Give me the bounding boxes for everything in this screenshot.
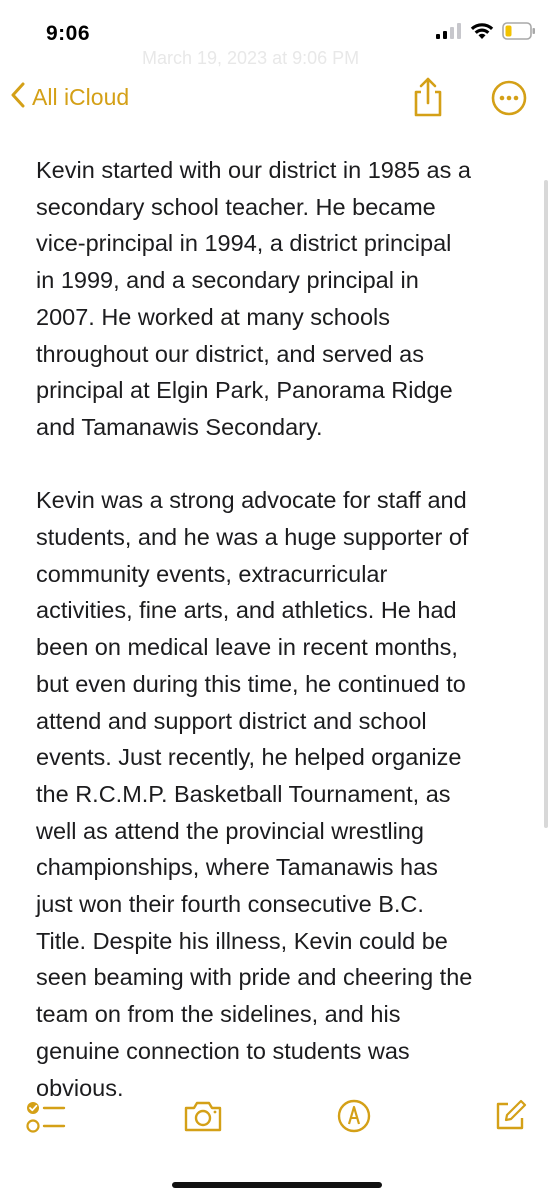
- note-body[interactable]: [36, 152, 526, 1106]
- wifi-icon: [470, 22, 494, 45]
- home-indicator[interactable]: [172, 1182, 382, 1188]
- checklist-button[interactable]: [24, 1098, 66, 1141]
- camera-button[interactable]: [182, 1098, 224, 1139]
- back-label: All iCloud: [32, 84, 130, 110]
- note-paragraph: Kevin was a strong advocate for staff and students, and he was a huge supporter of community events, extracurricular activities, fine arts, and athletics. He had been on medical leave in recent months, but even during this time, he continued to attend and support district and school events. Just recently, he helped organize the R.C.M.P. Basketball Tournament, as well as attend the provincial wrestling championships, where Tamanawis has just won their fourth consecutive B.C. Title. Despite his illness, Kevin could be seen beaming with pride and cheering the team on from the sidelines, and his genuine connection to students was obvious.: [36, 487, 473, 1101]
- compose-button[interactable]: [492, 1098, 528, 1139]
- status-icons: [436, 22, 536, 45]
- cellular-signal-icon: [436, 23, 462, 44]
- bottom-toolbar: [0, 1080, 554, 1160]
- compose-icon: [492, 1121, 528, 1138]
- back-button[interactable]: [10, 82, 129, 113]
- share-button[interactable]: [410, 76, 446, 118]
- markup-pen-icon: [336, 1121, 372, 1138]
- navigation-bar: [0, 70, 554, 130]
- ellipsis-circle-icon: [491, 103, 527, 120]
- battery-icon: [502, 22, 536, 45]
- chevron-left-icon: [10, 82, 26, 113]
- paragraph-spacer: [36, 446, 526, 483]
- status-time: 9:06: [46, 22, 91, 45]
- note-paragraph: Kevin started with our district in 1985 as a secondary school teacher. He became vice-principal in 1994, a district principal in 1999, and a secondary principal in 2007. He worked at many schools throughout our district, and served as principal at Elgin Park, Panorama Ridge and Tamanawis Secondary.: [36, 157, 471, 440]
- share-icon: [410, 105, 446, 122]
- more-options-button[interactable]: [491, 80, 527, 116]
- note-date-faded: March 19, 2023 at 9:06 PM: [142, 48, 360, 68]
- scroll-indicator[interactable]: [544, 180, 548, 828]
- status-bar: [0, 0, 554, 70]
- checklist-icon: [24, 1123, 66, 1140]
- camera-icon: [182, 1121, 224, 1138]
- markup-button[interactable]: [336, 1098, 372, 1139]
